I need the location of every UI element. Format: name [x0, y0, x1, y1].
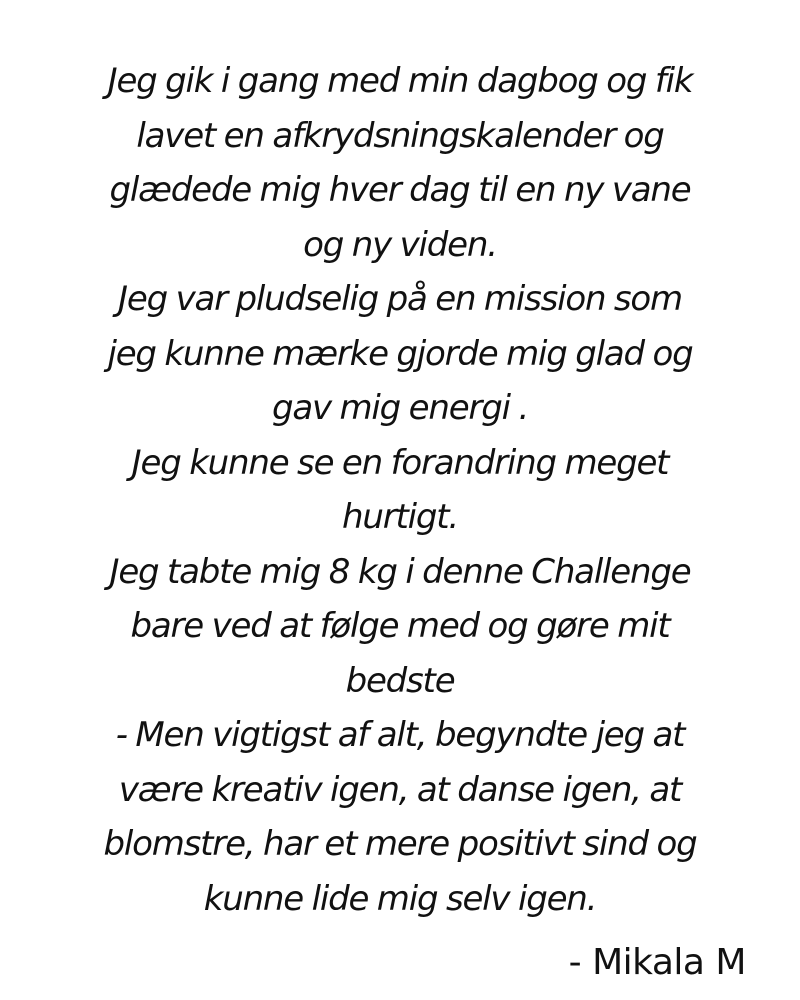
- quote-line: hurtigt.: [342, 497, 458, 537]
- author-signature: - Mikala M: [568, 942, 746, 983]
- quote-line: bare ved at følge med og gøre mit: [130, 606, 670, 646]
- quote-line: glædede mig hver dag til en ny vane: [109, 170, 691, 210]
- quote-line: - Men vigtigst af alt, begyndte jeg at: [115, 715, 685, 755]
- quote-line: Jeg gik i gang med min dagbog og fik: [107, 61, 693, 101]
- quote-line: kunne lide mig selv igen.: [203, 878, 597, 919]
- quote-line: og ny viden.: [303, 224, 497, 265]
- quote-line: Jeg tabte mig 8 kg i denne Challenge: [109, 551, 691, 592]
- quote-line: være kreativ igen, at danse igen, at: [118, 769, 682, 810]
- quote-line: Jeg var pludselig på en mission som: [118, 279, 682, 319]
- testimonial-quote: [40, 54, 760, 926]
- quote-line: blomstre, har et mere positivt sind og: [103, 824, 697, 864]
- quote-line: gav mig energi .: [271, 388, 529, 428]
- quote-line: Jeg kunne se en forandring meget: [131, 442, 669, 483]
- quote-line: bedste: [345, 660, 455, 701]
- quote-line: lavet en afkrydsningskalender og: [136, 115, 664, 156]
- quote-line: jeg kunne mærke gjorde mig glad og: [107, 333, 693, 374]
